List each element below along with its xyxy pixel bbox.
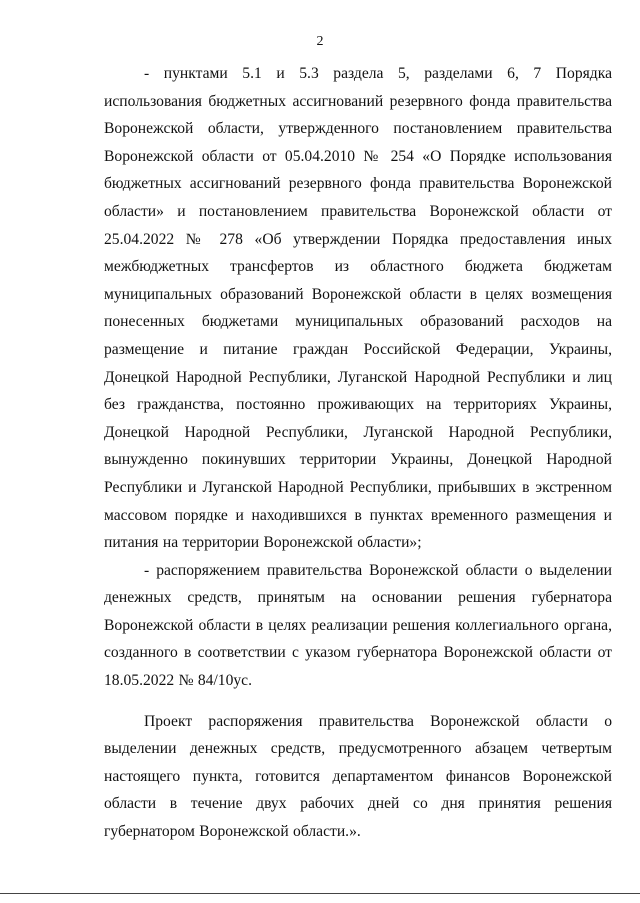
paragraph-draft-order: Проект распоряжения правительства Воронежской области о выделении денежных средств, предусмотренного абзацем четвертым настоящего пункта, готовится департаментом финансов Воронежской области в течение двух рабочих дней со дня принятия решения губернатором Воронежской области.». (104, 712, 612, 841)
paragraph-budget-allocation-procedures: - пунктами 5.1 и 5.3 раздела 5, разделами 6, 7 Порядка использования бюджетных ассигнований резервного фонда правительства Воронежской области, утвержденного постановлением правительства Воронежской области от 05.04.2010 № 254 «О Порядке использования бюджетных ассигнований резервного фонда правительства Воронежской области» и постановлением правительства Воронежской области от 25.04.2022 № 278 «Об утверждении Порядка предоставления иных межбюджетных трансфертов из областного бюджета бюджетам муниципальных образований Воронежской области в целях возмещения понесенных бюджетами муниципальных образований расходов на размещение и питание граждан Российской Федерации, Украины, Донецкой Народной Республики, Луганской Народной Республики и лиц без гражданства, постоянно проживающих на территориях Украины, Донецкой Народной Республики, Луганской Народной Республики, вынужденно покинувших территории Украины, Донецкой Народной Республики и Луганской Народной Республики, прибывших в экстренном массовом порядке и находившихся в пунктах временного размещения и питания на территории Воронежской области»; (104, 65, 612, 552)
paragraph-government-order: - распоряжением правительства Воронежской области о выделении денежных средств, принятым на основании решения губернатора Воронежской области в целях реализации решения коллегиального органа, созданного в соответствии с указом губернатора Воронежской области от 18.05.2022 № 84/10ус. (104, 561, 612, 690)
page-bottom-edge (0, 893, 640, 894)
document-body (104, 60, 612, 846)
page-number: 2 (316, 34, 324, 49)
